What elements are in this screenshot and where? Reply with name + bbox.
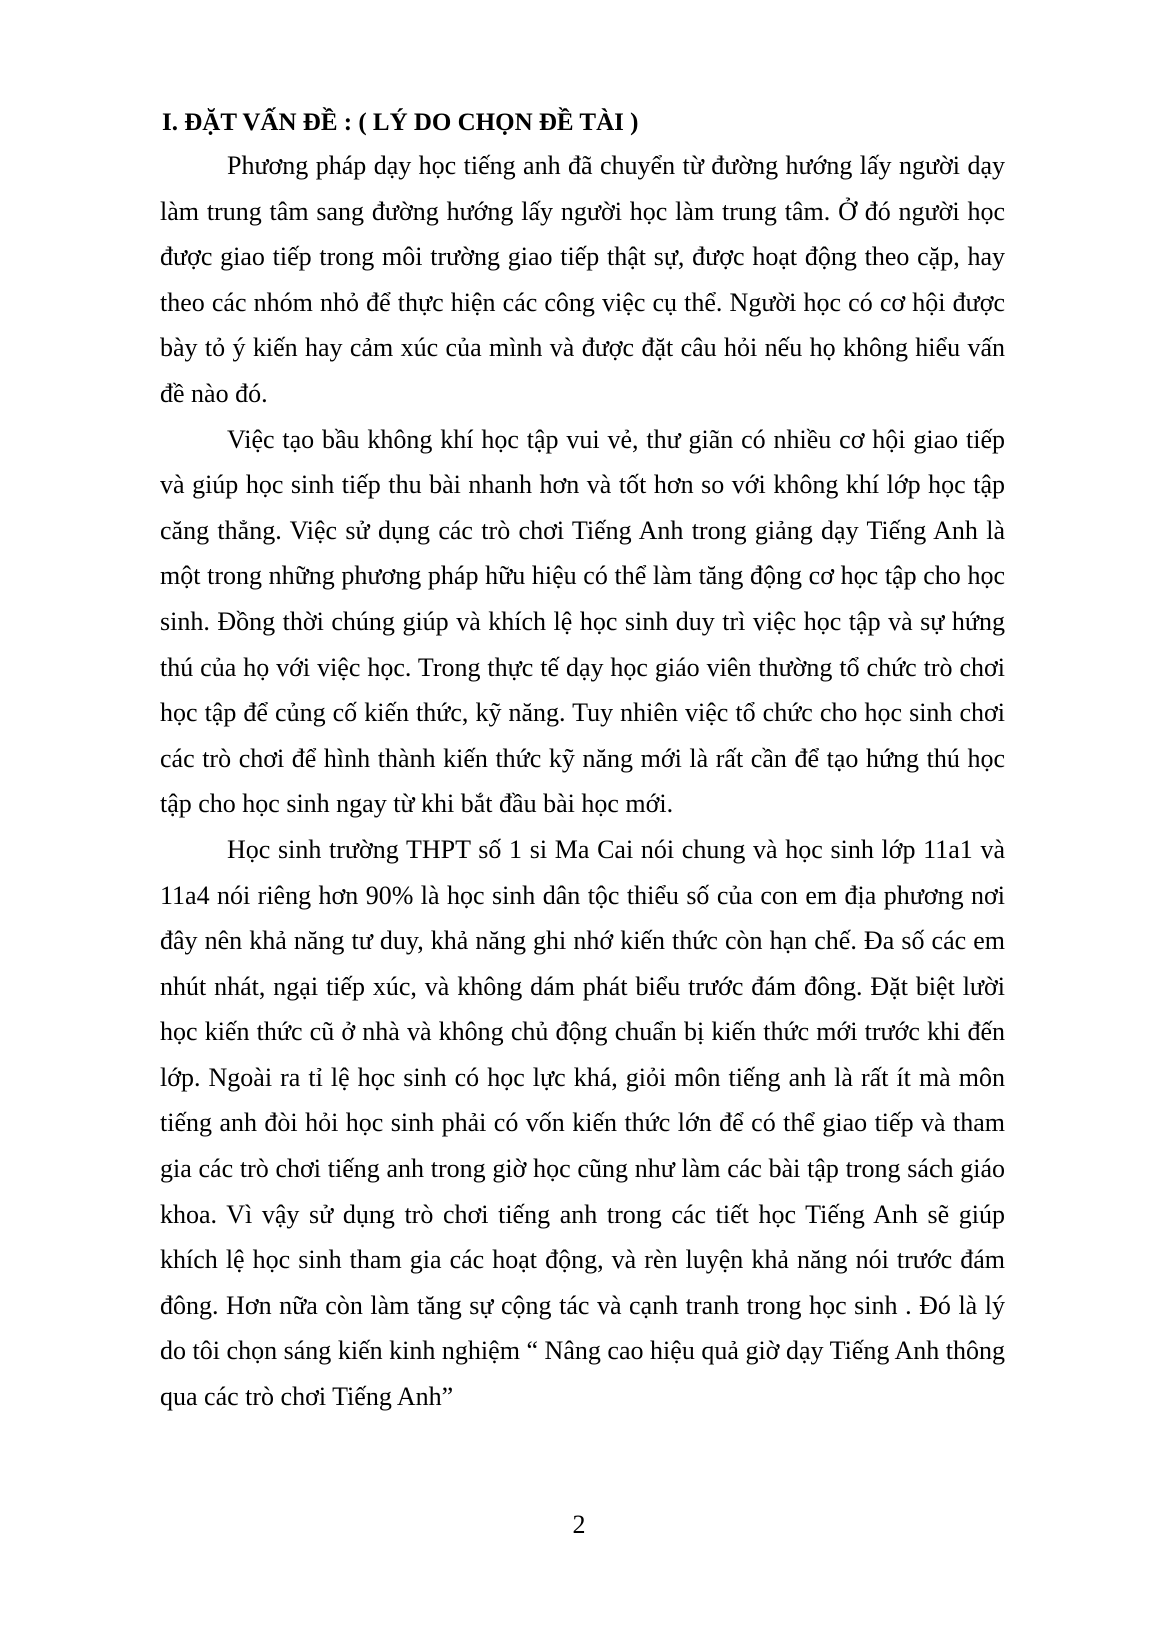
paragraph-3: Học sinh trường THPT số 1 si Ma Cai nói chung và học sinh lớp 11a1 và 11a4 nói riêng hơn 90% là học sinh dân tộc thiểu số của con em địa phương nơi đây nên khả năng tư duy, khả năng ghi nhớ kiến thức còn hạn chế. Đa số các em nhút nhát, ngại tiếp xúc, và không dám phát biểu trước đám đông. Đặt biệt lười học kiến thức cũ ở nhà và không chủ động chuẩn bị kiến thức mới trước khi đến lớp. Ngoài ra tỉ lệ học sinh có học lực khá, giỏi môn tiếng anh là rất ít mà môn tiếng anh đòi hỏi học sinh phải có vốn kiến thức lớn để có thể giao tiếp và tham gia các trò chơi tiếng anh trong giờ học cũng như làm các bài tập trong sách giáo khoa. Vì vậy sử dụng trò chơi tiếng anh trong các tiết học Tiếng Anh sẽ giúp khích lệ học sinh tham gia các hoạt động, và rèn luyện khả năng nói trước đám đông. Hơn nữa còn làm tăng sự cộng tác và cạnh tranh trong học sinh . Đó là lý do tôi chọn sáng kiến kinh nghiệm “ Nâng cao hiệu quả giờ dạy Tiếng Anh thông qua các trò chơi Tiếng Anh”: [160, 834, 1005, 1412]
section-heading: I. ĐẶT VẤN ĐỀ : ( LÝ DO CHỌN ĐỀ TÀI ): [162, 109, 639, 136]
paragraph-2: Việc tạo bầu không khí học tập vui vẻ, thư giãn có nhiều cơ hội giao tiếp và giúp học sinh tiếp thu bài nhanh hơn và tốt hơn so với không khí lớp học tập căng thẳng. Việc sử dụng các trò chơi Tiếng Anh trong giảng dạy Tiếng Anh là một trong những phương pháp hữu hiệu có thể làm tăng động cơ học tập cho học sinh. Đồng thời chúng giúp và khích lệ học sinh duy trì việc học tập và sự hứng thú của họ với việc học. Trong thực tế dạy học giáo viên thường tổ chức trò chơi học tập để củng cố kiến thức, kỹ năng. Tuy nhiên việc tổ chức cho học sinh chơi các trò chơi để hình thành kiến thức kỹ năng mới là rất cần để tạo hứng thú học tập cho học sinh ngay từ khi bắt đầu bài học mới.: [160, 424, 1005, 819]
page-number: 2: [572, 1510, 586, 1539]
body-text: [160, 143, 1005, 1420]
paragraph-1: Phương pháp dạy học tiếng anh đã chuyển từ đường hướng lấy người dạy làm trung tâm sang đường hướng lấy người học làm trung tâm. Ở đó người học được giao tiếp trong môi trường giao tiếp thật sự, được hoạt động theo cặp, hay theo các nhóm nhỏ để thực hiện các công việc cụ thể. Người học có cơ hội được bày tỏ ý kiến hay cảm xúc của mình và được đặt câu hỏi nếu họ không hiểu vấn đề nào đó.: [160, 151, 1005, 408]
